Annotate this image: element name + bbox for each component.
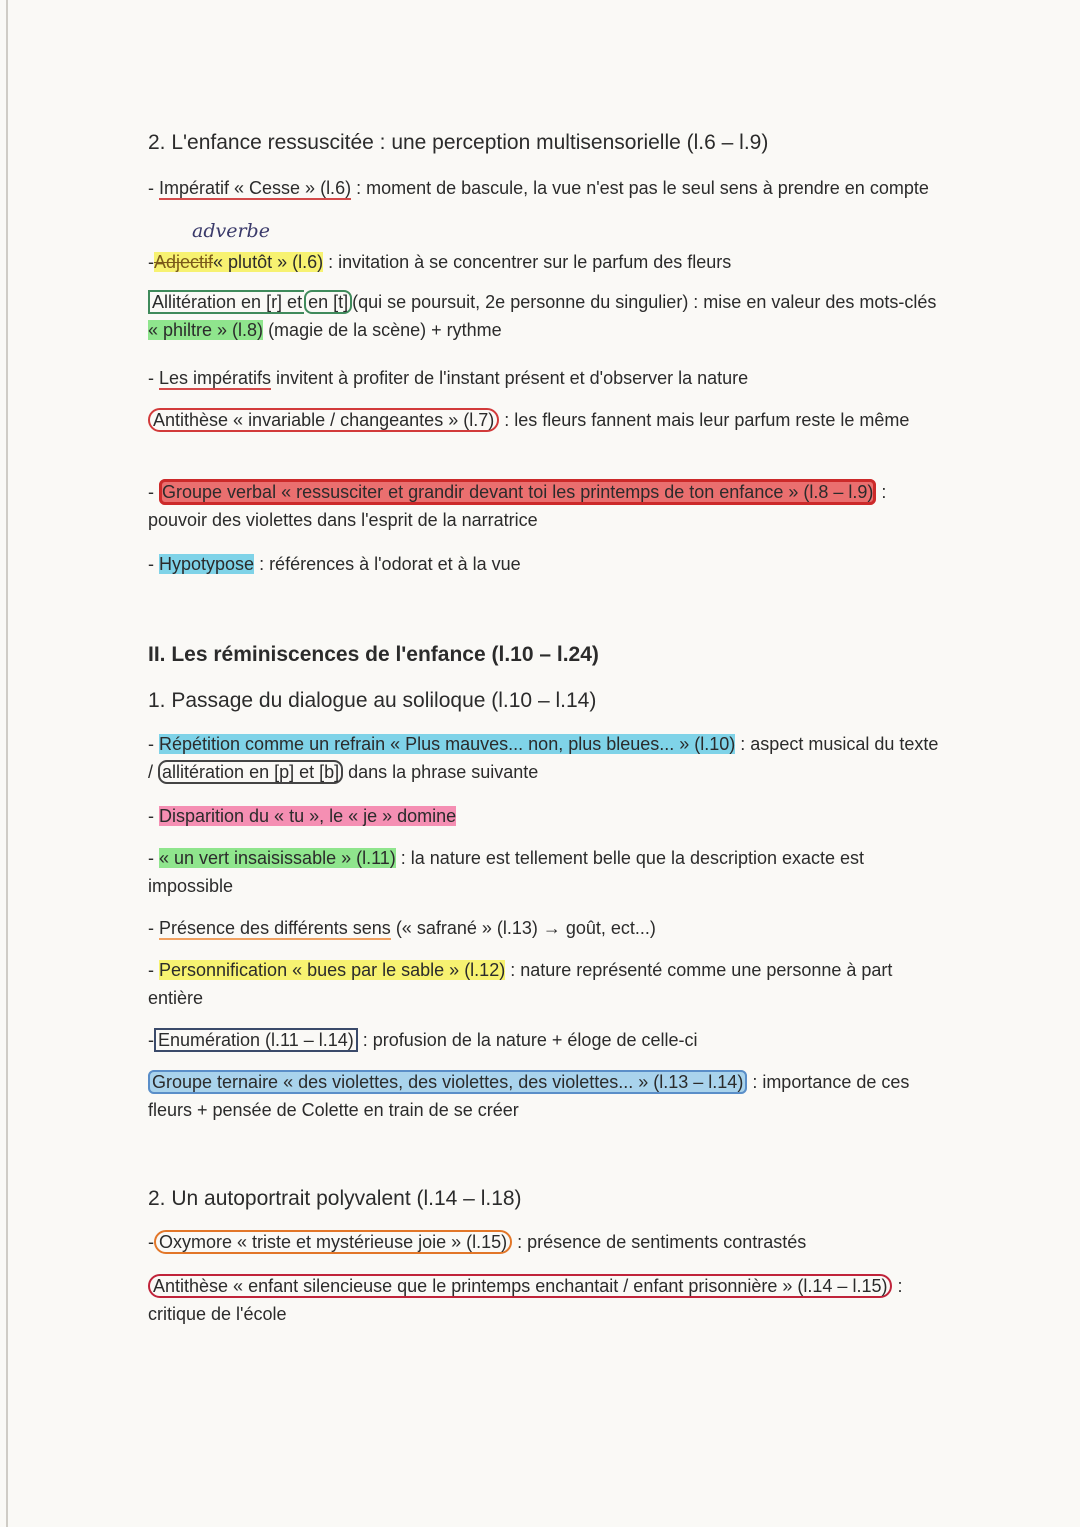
note-item: - Les impératifs invitent à profiter de l'instant présent et d'observer la nature [148,368,749,388]
note-item: - Disparition du « tu », le « je » domine [148,806,457,826]
note-item: Allitération en [r] et en [t] (qui se poursuit, 2e personne du singulier) : mise en valeur des mots-clés « philtre » (l.8) (magie de la scène) + rythme [148,292,937,340]
note-item: - Présence des différents sens (« safrané » (l.13) → goût, ect...) [148,918,656,938]
highlighted-term: Hypotypose [159,554,255,574]
boxed-term: allitération en [p] et [b] [158,760,343,784]
note-item: - Personnification « bues par le sable » (l.12) : nature représenté comme une personne à part entière [148,960,893,1008]
highlighted-term: Groupe verbal « ressusciter et grandir devant toi les printemps de ton enfance » (l.8 – l.9) [159,479,876,505]
highlighted-term: « plutôt » (l.6) [213,252,324,272]
highlighted-term: Personnification « bues par le sable » (l.12) [159,960,506,980]
note-item: - Groupe verbal « ressusciter et grandir devant toi les printemps de ton enfance » (l.8 – l.9) : pouvoir des violettes dans l'esprit de la narratrice [148,478,948,534]
highlighted-term: « philtre » (l.8) [148,320,264,340]
note-item: Antithèse « enfant silencieuse que le printemps enchantait / enfant prisonnière » (l.14 – l.15) : critique de l'école [148,1276,903,1324]
boxed-term: Enumération (l.11 – l.14) [154,1028,358,1052]
highlighted-term: Disparition du « tu », le « je » domine [159,806,457,826]
highlighted-term: Les impératifs [159,368,272,388]
note-item: Antithèse « invariable / changeantes » (l.7) : les fleurs fannent mais leur parfum reste le même [148,406,948,434]
note-item: Groupe ternaire « des violettes, des violettes, des violettes... » (l.13 – l.14) : importance de ces fleurs + pensée de Colette en train de se créer [148,1072,910,1120]
section-title: 1. Passage du dialogue au soliloque (l.10 – l.14) [148,689,597,712]
highlighted-term: Répétition comme un refrain « Plus mauves... non, plus bleues... » (l.10) [159,734,736,754]
section-title: 2. L'enfance ressuscitée : une perception multisensorielle (l.6 – l.9) [148,131,769,154]
boxed-term: Oxymore « triste et mystérieuse joie » (l.15) [154,1230,512,1254]
note-item: - Oxymore « triste et mystérieuse joie » (l.15) : présence de sentiments contrastés [148,1232,807,1252]
handwritten-annotation: adverbe [192,220,270,242]
note-item: - Impératif « Cesse » (l.6) : moment de bascule, la vue n'est pas le seul sens à prendre en compte [148,178,929,198]
boxed-term: Antithèse « enfant silencieuse que le printemps enchantait / enfant prisonnière » (l.14 – l.15) [148,1274,892,1298]
circled-sound: en [t] [304,290,352,314]
part-title: II. Les réminiscences de l'enfance (l.10 – l.24) [148,643,599,666]
note-item: - Hypotypose : références à l'odorat et à la vue [148,554,521,574]
highlighted-term: Groupe ternaire « des violettes, des violettes, des violettes... » (l.13 – l.14) [148,1070,747,1094]
note-item: - Enumération (l.11 – l.14) : profusion de la nature + éloge de celle-ci [148,1030,698,1050]
boxed-term: Antithèse « invariable / changeantes » (l.7) [148,408,499,432]
note-item: -Adjectif« plutôt » (l.6) : invitation à se concentrer sur le parfum des fleurs [148,252,732,272]
highlighted-term: Impératif « Cesse » (l.6) [159,178,352,198]
section-title: 2. Un autoportrait polyvalent (l.14 – l.18) [148,1187,522,1210]
page-edge [6,0,8,1527]
highlighted-term: Présence des différents sens [159,918,391,938]
boxed-term: Allitération en [r] et [148,290,304,314]
note-item: - « un vert insaisissable » (l.11) : la nature est tellement belle que la description exacte est impossible [148,848,865,896]
note-item: - Répétition comme un refrain « Plus mauves... non, plus bleues... » (l.10) : aspect musical du texte / allitération en [p] et [b] dans la phrase suivante [148,734,939,782]
highlighted-term: « un vert insaisissable » (l.11) [159,848,396,868]
struck-word: Adjectif [154,252,214,272]
